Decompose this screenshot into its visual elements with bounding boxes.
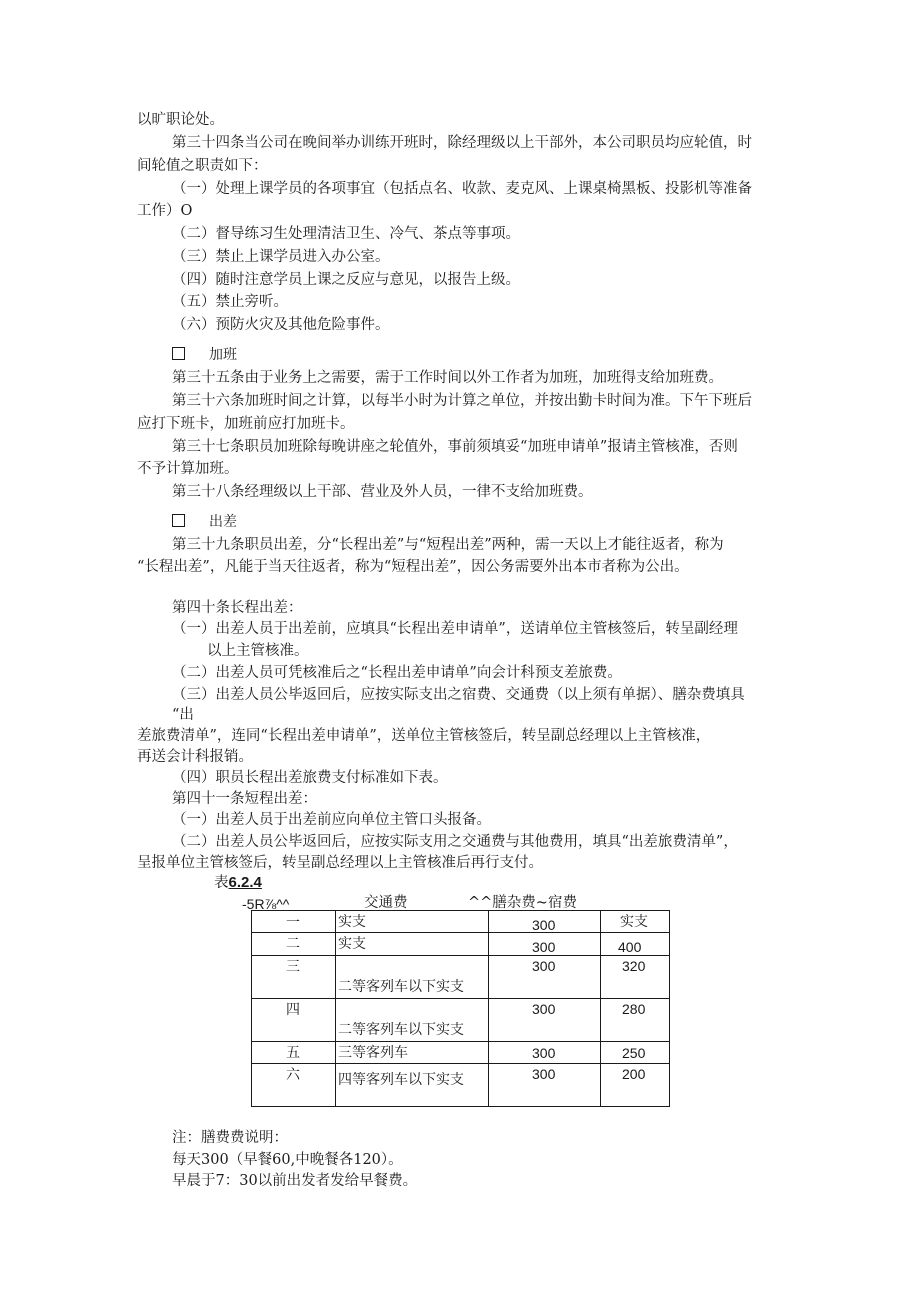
meal-cell: 300 bbox=[532, 917, 556, 933]
note-title: 注：膳费费说明： bbox=[172, 1130, 288, 1146]
meal-cell: 300 bbox=[532, 1045, 556, 1061]
text-line: “长程出差”，凡能于当天往返者，称为“短程出差”，因公务需要外出本市者称为公出。 bbox=[137, 559, 689, 575]
grade-cell: 五 bbox=[286, 1045, 300, 1061]
section-heading-overtime bbox=[172, 345, 237, 365]
grade-cell: 四 bbox=[286, 1002, 300, 1018]
list-item: （四）职员长程出差旅费支付标准如下表。 bbox=[172, 770, 448, 786]
note-line: 每天300（早餐60,中晚餐各120）。 bbox=[172, 1152, 403, 1168]
section-title: 出差 bbox=[209, 514, 237, 530]
article-38: 第三十八条经理级以上干部、营业及外人员，一律不支给加班费。 bbox=[172, 484, 593, 500]
travel-expense-table bbox=[251, 910, 670, 1107]
transport-cell: 实支 bbox=[338, 914, 366, 930]
caption-number: 6.2.4 bbox=[228, 874, 262, 891]
list-item: （五）禁止旁听。 bbox=[172, 294, 288, 310]
section-title: 加班 bbox=[209, 347, 237, 363]
list-item: （二）出差人员公毕返回后，应按实际支用之交通费与其他费用，填具“出差旅费清单”， bbox=[172, 834, 738, 850]
list-item: （三）禁止上课学员进入办公室。 bbox=[172, 249, 390, 265]
table-header-left: -5R⅞^^ bbox=[242, 896, 290, 912]
note-line: 早晨于7：30以前出发者发给早餐费。 bbox=[172, 1173, 418, 1189]
lodging-cell: 200 bbox=[622, 1066, 646, 1082]
text-line: 差旅费清单”，连同“长程出差申请单”，送单位主管核签后，转呈副总经理以上主管核准， bbox=[137, 728, 711, 744]
meal-cell: 300 bbox=[532, 939, 556, 955]
row-divider bbox=[252, 1041, 669, 1042]
text-line: 以旷职论处。 bbox=[137, 112, 224, 128]
list-item: （一）处理上课学员的各项事宜（包括点名、收款、麦克风、上课桌椅黑板、投影机等准备 bbox=[172, 181, 752, 197]
text-line: 工作）O bbox=[137, 203, 193, 219]
checkbox-square-icon bbox=[172, 514, 185, 527]
text-line: 再送会计科报销。 bbox=[137, 749, 253, 765]
list-item: （四）随时注意学员上课之反应与意见，以报告上级。 bbox=[172, 272, 520, 288]
list-item: （二）出差人员可凭核准后之“长程出差申请单”向会计科预支差旅费。 bbox=[172, 665, 622, 681]
column-divider bbox=[600, 911, 601, 1106]
article-40: 第四十条长程出差： bbox=[172, 600, 303, 616]
article-36: 第三十六条加班时间之计算，以每半小时为计算之单位，并按出勤卡时间为准。下午下班后 bbox=[172, 393, 752, 409]
transport-cell: 实支 bbox=[338, 936, 366, 952]
text-line: 应打下班卡，加班前应打加班卡。 bbox=[137, 416, 355, 432]
meal-cell: 300 bbox=[532, 958, 556, 974]
table-header-transport: 交通费 bbox=[364, 895, 408, 911]
grade-cell: 三 bbox=[286, 959, 300, 975]
article-35: 第三十五条由于业务上之需要，需于工作时间以外工作者为加班，加班得支给加班费。 bbox=[172, 370, 723, 386]
row-divider bbox=[252, 955, 669, 956]
transport-cell: 三等客列车 bbox=[338, 1045, 408, 1061]
list-item: （一）出差人员于出差前应向单位主管口头报备。 bbox=[172, 812, 491, 828]
list-item: （三）出差人员公毕返回后，应按实际支出之宿费、交通费（以上须有单据）、膳杂费填具 bbox=[172, 687, 745, 703]
list-item: （六）预防火灾及其他危险事件。 bbox=[172, 317, 390, 333]
text-line: 不予计算加班。 bbox=[137, 461, 239, 477]
text-line: “出 bbox=[172, 707, 194, 723]
row-divider bbox=[252, 998, 669, 999]
grade-cell: 一 bbox=[286, 915, 300, 931]
row-divider bbox=[252, 932, 669, 933]
section-heading-travel bbox=[172, 512, 237, 532]
lodging-cell: 320 bbox=[622, 958, 646, 974]
text-line: 呈报单位主管核签后，转呈副总经理以上主管核准后再行支付。 bbox=[137, 855, 543, 871]
row-divider bbox=[252, 1063, 669, 1064]
meal-cell: 300 bbox=[532, 1001, 556, 1017]
column-divider bbox=[488, 911, 489, 1106]
transport-cell: 二等客列车以下实支 bbox=[338, 1022, 464, 1038]
column-divider bbox=[335, 911, 336, 1106]
grade-cell: 二 bbox=[286, 936, 300, 952]
list-item: （二）督导练习生处理清洁卫生、冷气、茶点等事项。 bbox=[172, 226, 520, 242]
article-37: 第三十七条职员加班除每晚讲座之轮值外，事前须填妥“加班申请单”报请主管核准，否则 bbox=[172, 439, 738, 455]
grade-cell: 六 bbox=[286, 1067, 300, 1083]
caption-prefix: 表 bbox=[214, 875, 229, 891]
lodging-cell: 400 bbox=[618, 939, 642, 955]
text-line: 以上主管核准。 bbox=[207, 643, 309, 659]
article-34: 第三十四条当公司在晚间举办训练开班时，除经理级以上干部外，本公司职员均应轮值，时 bbox=[172, 135, 752, 151]
list-item: （一）出差人员于出差前，应填具“长程出差申请单”，送请单位主管核签后，转呈副经理 bbox=[172, 621, 738, 637]
meal-cell: 300 bbox=[532, 1066, 556, 1082]
article-39: 第三十九条职员出差，分“长程出差”与“短程出差”两种，需一天以上才能往返者，称为 bbox=[172, 537, 724, 553]
table-header-meal-lodging: ^^膳杂费~宿费 bbox=[468, 895, 577, 911]
transport-cell: 四等客列车以下实支 bbox=[338, 1072, 464, 1088]
lodging-cell: 实支 bbox=[620, 914, 648, 930]
lodging-cell: 250 bbox=[622, 1045, 646, 1061]
lodging-cell: 280 bbox=[622, 1001, 646, 1017]
article-41: 第四十一条短程出差： bbox=[172, 791, 317, 807]
checkbox-square-icon bbox=[172, 347, 185, 360]
transport-cell: 二等客列车以下实支 bbox=[338, 979, 464, 995]
table-caption bbox=[214, 873, 262, 893]
text-line: 间轮值之职责如下： bbox=[137, 158, 268, 174]
